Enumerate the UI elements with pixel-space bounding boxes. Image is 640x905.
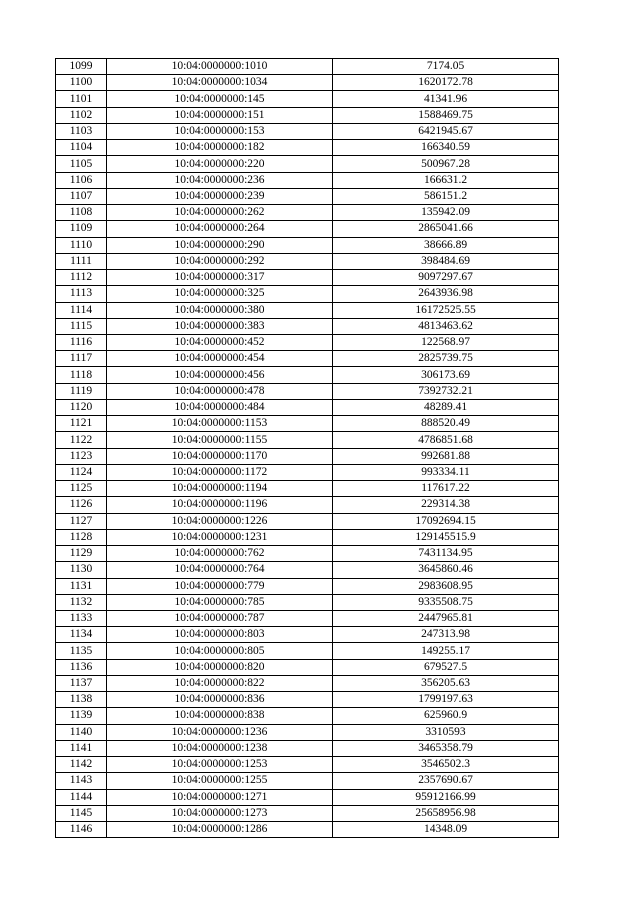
cadastral-number-cell: 10:04:0000000:264	[107, 221, 333, 237]
cadastral-number-cell: 10:04:0000000:456	[107, 367, 333, 383]
cadastral-number-cell: 10:04:0000000:762	[107, 546, 333, 562]
table-row	[56, 286, 559, 302]
value-cell: 1799197.63	[333, 692, 559, 708]
cadastral-number-cell: 10:04:0000000:1196	[107, 497, 333, 513]
row-number-cell: 1116	[56, 334, 107, 350]
cadastral-number-cell: 10:04:0000000:182	[107, 140, 333, 156]
cadastral-number-cell: 10:04:0000000:1286	[107, 822, 333, 838]
row-number-cell: 1134	[56, 627, 107, 643]
value-cell: 2825739.75	[333, 351, 559, 367]
cadastral-number-cell: 10:04:0000000:380	[107, 302, 333, 318]
table-row	[56, 383, 559, 399]
cadastral-number-cell: 10:04:0000000:1226	[107, 513, 333, 529]
value-cell: 41341.96	[333, 91, 559, 107]
value-cell: 679527.5	[333, 659, 559, 675]
row-number-cell: 1132	[56, 594, 107, 610]
row-number-cell: 1099	[56, 59, 107, 75]
cadastral-number-cell: 10:04:0000000:1153	[107, 416, 333, 432]
value-cell: 16172525.55	[333, 302, 559, 318]
cadastral-number-cell: 10:04:0000000:1010	[107, 59, 333, 75]
value-cell: 166340.59	[333, 140, 559, 156]
row-number-cell: 1112	[56, 270, 107, 286]
row-number-cell: 1102	[56, 107, 107, 123]
row-number-cell: 1124	[56, 464, 107, 480]
cadastral-number-cell: 10:04:0000000:1034	[107, 75, 333, 91]
table-row	[56, 789, 559, 805]
row-number-cell: 1137	[56, 675, 107, 691]
cadastral-number-cell: 10:04:0000000:1170	[107, 448, 333, 464]
row-number-cell: 1103	[56, 123, 107, 139]
table-row	[56, 270, 559, 286]
value-cell: 2643936.98	[333, 286, 559, 302]
row-number-cell: 1115	[56, 318, 107, 334]
cadastral-number-cell: 10:04:0000000:820	[107, 659, 333, 675]
table-row	[56, 594, 559, 610]
cadastral-number-cell: 10:04:0000000:1255	[107, 773, 333, 789]
value-cell: 4786851.68	[333, 432, 559, 448]
row-number-cell: 1141	[56, 740, 107, 756]
row-number-cell: 1108	[56, 205, 107, 221]
table-row	[56, 367, 559, 383]
table-row	[56, 75, 559, 91]
table-row	[56, 432, 559, 448]
table-row	[56, 773, 559, 789]
table-row	[56, 610, 559, 626]
row-number-cell: 1140	[56, 724, 107, 740]
cadastral-number-cell: 10:04:0000000:1236	[107, 724, 333, 740]
table-row	[56, 221, 559, 237]
table-row	[56, 205, 559, 221]
value-cell: 166631.2	[333, 172, 559, 188]
value-cell: 2865041.66	[333, 221, 559, 237]
row-number-cell: 1119	[56, 383, 107, 399]
cadastral-number-cell: 10:04:0000000:153	[107, 123, 333, 139]
row-number-cell: 1130	[56, 562, 107, 578]
table-row	[56, 107, 559, 123]
value-cell: 135942.09	[333, 205, 559, 221]
row-number-cell: 1101	[56, 91, 107, 107]
cadastral-number-cell: 10:04:0000000:1273	[107, 805, 333, 821]
value-cell: 888520.49	[333, 416, 559, 432]
cadastral-number-cell: 10:04:0000000:452	[107, 334, 333, 350]
cadastral-number-cell: 10:04:0000000:317	[107, 270, 333, 286]
cadastral-number-cell: 10:04:0000000:236	[107, 172, 333, 188]
table-row	[56, 562, 559, 578]
row-number-cell: 1106	[56, 172, 107, 188]
cadastral-number-cell: 10:04:0000000:454	[107, 351, 333, 367]
value-cell: 122568.97	[333, 334, 559, 350]
value-cell: 356205.63	[333, 675, 559, 691]
table-row	[56, 724, 559, 740]
table-row	[56, 757, 559, 773]
value-cell: 993334.11	[333, 464, 559, 480]
table-row	[56, 822, 559, 838]
row-number-cell: 1144	[56, 789, 107, 805]
table-row	[56, 351, 559, 367]
table-row	[56, 123, 559, 139]
cadastral-number-cell: 10:04:0000000:1172	[107, 464, 333, 480]
cadastral-number-cell: 10:04:0000000:805	[107, 643, 333, 659]
row-number-cell: 1111	[56, 253, 107, 269]
cadastral-number-cell: 10:04:0000000:145	[107, 91, 333, 107]
table-row	[56, 708, 559, 724]
cadastral-number-cell: 10:04:0000000:1194	[107, 481, 333, 497]
cadastral-value-table	[55, 58, 559, 838]
cadastral-number-cell: 10:04:0000000:785	[107, 594, 333, 610]
table-row	[56, 529, 559, 545]
row-number-cell: 1121	[56, 416, 107, 432]
value-cell: 17092694.15	[333, 513, 559, 529]
value-cell: 149255.17	[333, 643, 559, 659]
value-cell: 2447965.81	[333, 610, 559, 626]
table-row	[56, 481, 559, 497]
value-cell: 4813463.62	[333, 318, 559, 334]
row-number-cell: 1100	[56, 75, 107, 91]
row-number-cell: 1118	[56, 367, 107, 383]
cadastral-number-cell: 10:04:0000000:838	[107, 708, 333, 724]
row-number-cell: 1114	[56, 302, 107, 318]
row-number-cell: 1104	[56, 140, 107, 156]
value-cell: 3310593	[333, 724, 559, 740]
table-row	[56, 334, 559, 350]
value-cell: 7392732.21	[333, 383, 559, 399]
row-number-cell: 1135	[56, 643, 107, 659]
table-row	[56, 659, 559, 675]
table-row	[56, 156, 559, 172]
row-number-cell: 1138	[56, 692, 107, 708]
row-number-cell: 1131	[56, 578, 107, 594]
cadastral-number-cell: 10:04:0000000:1155	[107, 432, 333, 448]
row-number-cell: 1145	[56, 805, 107, 821]
row-number-cell: 1125	[56, 481, 107, 497]
table-body	[56, 59, 559, 838]
value-cell: 7431134.95	[333, 546, 559, 562]
value-cell: 3645860.46	[333, 562, 559, 578]
table-row	[56, 578, 559, 594]
table-row	[56, 497, 559, 513]
table-row	[56, 399, 559, 415]
table-row	[56, 692, 559, 708]
table-row	[56, 416, 559, 432]
cadastral-number-cell: 10:04:0000000:239	[107, 188, 333, 204]
value-cell: 500967.28	[333, 156, 559, 172]
cadastral-number-cell: 10:04:0000000:787	[107, 610, 333, 626]
value-cell: 1620172.78	[333, 75, 559, 91]
value-cell: 14348.09	[333, 822, 559, 838]
row-number-cell: 1146	[56, 822, 107, 838]
value-cell: 586151.2	[333, 188, 559, 204]
value-cell: 9335508.75	[333, 594, 559, 610]
table-row	[56, 513, 559, 529]
row-number-cell: 1128	[56, 529, 107, 545]
row-number-cell: 1142	[56, 757, 107, 773]
row-number-cell: 1105	[56, 156, 107, 172]
row-number-cell: 1129	[56, 546, 107, 562]
value-cell: 992681.88	[333, 448, 559, 464]
table-row	[56, 172, 559, 188]
value-cell: 117617.22	[333, 481, 559, 497]
row-number-cell: 1122	[56, 432, 107, 448]
row-number-cell: 1113	[56, 286, 107, 302]
row-number-cell: 1109	[56, 221, 107, 237]
row-number-cell: 1107	[56, 188, 107, 204]
cadastral-number-cell: 10:04:0000000:822	[107, 675, 333, 691]
value-cell: 306173.69	[333, 367, 559, 383]
value-cell: 38666.89	[333, 237, 559, 253]
table-row	[56, 318, 559, 334]
table-row	[56, 643, 559, 659]
cadastral-number-cell: 10:04:0000000:383	[107, 318, 333, 334]
cadastral-number-cell: 10:04:0000000:1238	[107, 740, 333, 756]
cadastral-number-cell: 10:04:0000000:836	[107, 692, 333, 708]
value-cell: 229314.38	[333, 497, 559, 513]
table-row	[56, 188, 559, 204]
row-number-cell: 1136	[56, 659, 107, 675]
cadastral-number-cell: 10:04:0000000:764	[107, 562, 333, 578]
value-cell: 95912166.99	[333, 789, 559, 805]
table-row	[56, 302, 559, 318]
table-row	[56, 627, 559, 643]
row-number-cell: 1127	[56, 513, 107, 529]
table-row	[56, 464, 559, 480]
row-number-cell: 1120	[56, 399, 107, 415]
value-cell: 7174.05	[333, 59, 559, 75]
cadastral-number-cell: 10:04:0000000:779	[107, 578, 333, 594]
value-cell: 9097297.67	[333, 270, 559, 286]
value-cell: 2357690.67	[333, 773, 559, 789]
cadastral-number-cell: 10:04:0000000:484	[107, 399, 333, 415]
table-row	[56, 253, 559, 269]
cadastral-number-cell: 10:04:0000000:803	[107, 627, 333, 643]
table-row	[56, 59, 559, 75]
value-cell: 247313.98	[333, 627, 559, 643]
cadastral-number-cell: 10:04:0000000:151	[107, 107, 333, 123]
cadastral-number-cell: 10:04:0000000:325	[107, 286, 333, 302]
row-number-cell: 1139	[56, 708, 107, 724]
table-row	[56, 237, 559, 253]
row-number-cell: 1133	[56, 610, 107, 626]
value-cell: 3465358.79	[333, 740, 559, 756]
cadastral-number-cell: 10:04:0000000:262	[107, 205, 333, 221]
value-cell: 25658956.98	[333, 805, 559, 821]
cadastral-number-cell: 10:04:0000000:220	[107, 156, 333, 172]
table-row	[56, 546, 559, 562]
value-cell: 129145515.9	[333, 529, 559, 545]
table-row	[56, 805, 559, 821]
cadastral-number-cell: 10:04:0000000:290	[107, 237, 333, 253]
row-number-cell: 1126	[56, 497, 107, 513]
value-cell: 2983608.95	[333, 578, 559, 594]
table-row	[56, 675, 559, 691]
table-row	[56, 740, 559, 756]
cadastral-number-cell: 10:04:0000000:292	[107, 253, 333, 269]
cadastral-number-cell: 10:04:0000000:1271	[107, 789, 333, 805]
table-row	[56, 91, 559, 107]
value-cell: 625960.9	[333, 708, 559, 724]
table-row	[56, 140, 559, 156]
table-row	[56, 448, 559, 464]
cadastral-number-cell: 10:04:0000000:1231	[107, 529, 333, 545]
cadastral-number-cell: 10:04:0000000:478	[107, 383, 333, 399]
cadastral-number-cell: 10:04:0000000:1253	[107, 757, 333, 773]
value-cell: 3546502.3	[333, 757, 559, 773]
row-number-cell: 1110	[56, 237, 107, 253]
row-number-cell: 1143	[56, 773, 107, 789]
value-cell: 1588469.75	[333, 107, 559, 123]
value-cell: 6421945.67	[333, 123, 559, 139]
row-number-cell: 1123	[56, 448, 107, 464]
value-cell: 48289.41	[333, 399, 559, 415]
row-number-cell: 1117	[56, 351, 107, 367]
value-cell: 398484.69	[333, 253, 559, 269]
